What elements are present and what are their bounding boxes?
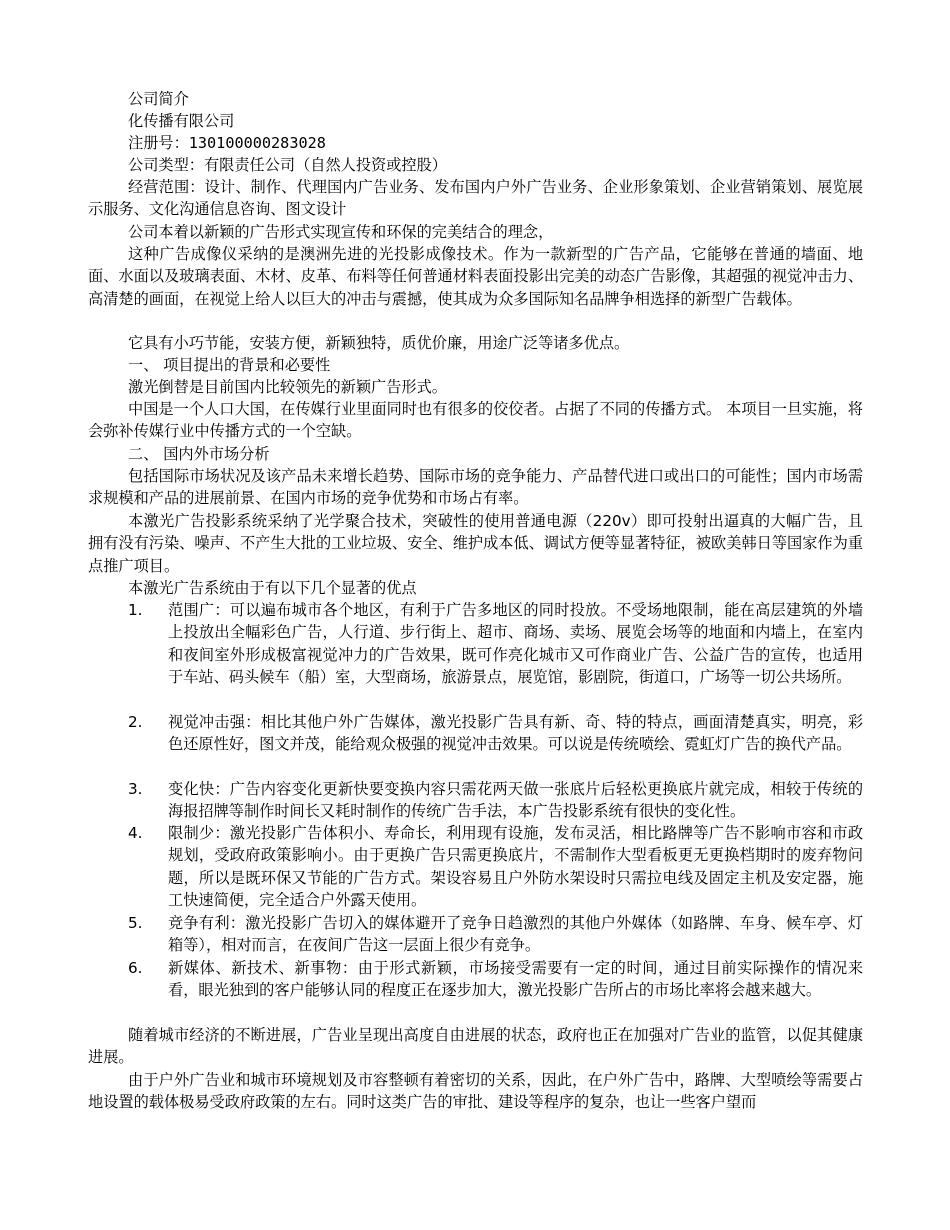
doc-line-business-scope: 经营范围：设计、制作、代理国内广告业务、发布国内户外广告业务、企业形象策划、企业营销策划、展览展示服务、文化沟通信息咨询、图文设计: [88, 178, 863, 219]
list-item: [128, 957, 863, 1002]
paragraph-concept: 公司本着以新颖的广告形式实现宣传和环保的完美结合的理念，: [128, 223, 554, 241]
reg-number: 130100000283028: [188, 134, 326, 152]
paragraph-laser-system: 本激光广告投影系统采纳了光学聚合技术，突破性的使用普通电源（220v）即可投射出逼真的大幅广告，且拥有没有污染、噪声、不产生大批的工业垃圾、安全、维护成本低、调试方便等显著特征，被欧美韩日等国家作为重点推广项目。: [88, 512, 863, 575]
paragraph-advantages: 它具有小巧节能，安装方便，新颖独特，质优价廉，用途广泛等诸多优点。: [128, 334, 630, 352]
list-text: 竞争有利：激光投影广告切入的媒体避开了竞争日趋激烈的其他户外媒体（如路牌、车身、候车亭、灯箱等），相对而言，在夜间广告这一层面上很少有竞争。: [168, 914, 863, 955]
doc-line-company-name: 化传播有限公司: [128, 112, 235, 130]
list-text: 新媒体、新技术、新事物：由于形式新颖，市场接受需要有一定的时间，通过目前实际操作的情况来看，眼光独到的客户能够认同的程度正在逐步加大，激光投影广告所占的市场比率将会越来越大。: [168, 959, 863, 1000]
list-text: 范围广：可以遍布城市各个地区，有利于广告多地区的同时投放。不受场地限制，能在高层建筑的外墙上投放出全幅彩色广告，人行道、步行街上、超市、商场、卖场、展览会场等的地面和内墙上，在室内和夜间室外形成极富视觉冲力的广告效果，既可作亮化城市又可作商业广告、公益广告的宣传，也适用于车站、码头候车（船）室，大型商场，旅游景点，展览馆，影剧院，街道口，广场等一切公共场所。: [168, 601, 863, 686]
list-item: [128, 778, 863, 823]
list-text: 视觉冲击强：相比其他户外广告媒体，激光投影广告具有新、奇、特的特点，画面清楚真实，明亮，彩色还原性好，图文并茂，能给观众极强的视觉冲击效果。可以说是传统喷绘、霓虹灯广告的换代产品。: [168, 713, 863, 754]
list-item: [128, 822, 863, 911]
paragraph-china-market: 中国是一个人口大国，在传媒行业里面同时也有很多的佼佼者。占据了不同的传播方式。 本项目一旦实施，将会弥补传媒行业中传播方式的一个空缺。: [88, 400, 863, 441]
list-item: [128, 912, 863, 957]
list-number: 4.: [128, 824, 143, 842]
doc-line-registration: [128, 132, 326, 154]
list-text: 变化快：广告内容变化更新快要变换内容只需花两天做一张底片后轻松更换底片就完成，相较于传统的海报招牌等制作时间长又耗时制作的传统广告手法，本广告投影系统有很快的变化性。: [168, 780, 863, 821]
list-number: 1.: [128, 601, 143, 619]
paragraph-laser-form: 激光倒替是目前国内比较领先的新颖广告形式。: [128, 378, 447, 396]
list-item: [128, 711, 863, 756]
paragraph-development: 随着城市经济的不断进展，广告业呈现出高度自由进展的状态，政府也正在加强对广告业的监管，以促其健康进展。: [88, 1026, 863, 1067]
list-number: 3.: [128, 780, 143, 798]
list-number: 2.: [128, 713, 143, 731]
paragraph-outdoor-regulation: 由于户外广告业和城市环境规划及市容整顿有着密切的关系，因此，在户外广告中，路牌、大型喷绘等需要占地设置的载体极易受政府政策的左右。同时这类广告的审批、建设等程序的复杂，也让一些客户望而: [88, 1071, 863, 1112]
list-text: 限制少：激光投影广告体积小、寿命长，利用现有设施，发布灵活，相比路牌等广告不影响市容和市政规划，受政府政策影响小。由于更换广告只需更换底片，不需制作大型看板更无更换档期时的废弃物问题，所以是既环保又节能的广告方式。架设容易且户外防水架设时只需拉电线及固定主机及安定器，施工快速简便，完全适合户外露天使用。: [168, 824, 863, 909]
list-number: 5.: [128, 914, 143, 932]
section-heading-market: 二、 国内外市场分析: [128, 445, 270, 463]
list-number: 6.: [128, 959, 143, 977]
doc-line-company-type: 公司类型：有限责任公司（自然人投资或控股）: [128, 156, 447, 174]
reg-label: 注册号：: [128, 134, 189, 152]
paragraph-advantages-intro: 本激光广告系统由于有以下几个显著的优点: [128, 579, 417, 597]
paragraph-technology: 这种广告成像仪采纳的是澳洲先进的光投影成像技术。作为一款新型的广告产品，它能够在普通的墙面、地面、水面以及玻璃表面、木材、皮革、布料等任何普通材料表面投影出完美的动态广告影像，其超强的视觉冲击力、高清楚的画面，在视觉上给人以巨大的冲击与震撼，使其成为众多国际知名品牌争相选择的新型广告载体。: [88, 245, 863, 308]
list-item: [128, 599, 863, 688]
doc-line-company-intro: 公司简介: [128, 90, 189, 108]
paragraph-market-scope: 包括国际市场状况及该产品未来增长趋势、国际市场的竞争能力、产品替代进口或出口的可能性；国内市场需求规模和产品的进展前景、在国内市场的竞争优势和市场占有率。: [88, 467, 863, 508]
section-heading-background: 一、 项目提出的背景和必要性: [128, 356, 331, 374]
